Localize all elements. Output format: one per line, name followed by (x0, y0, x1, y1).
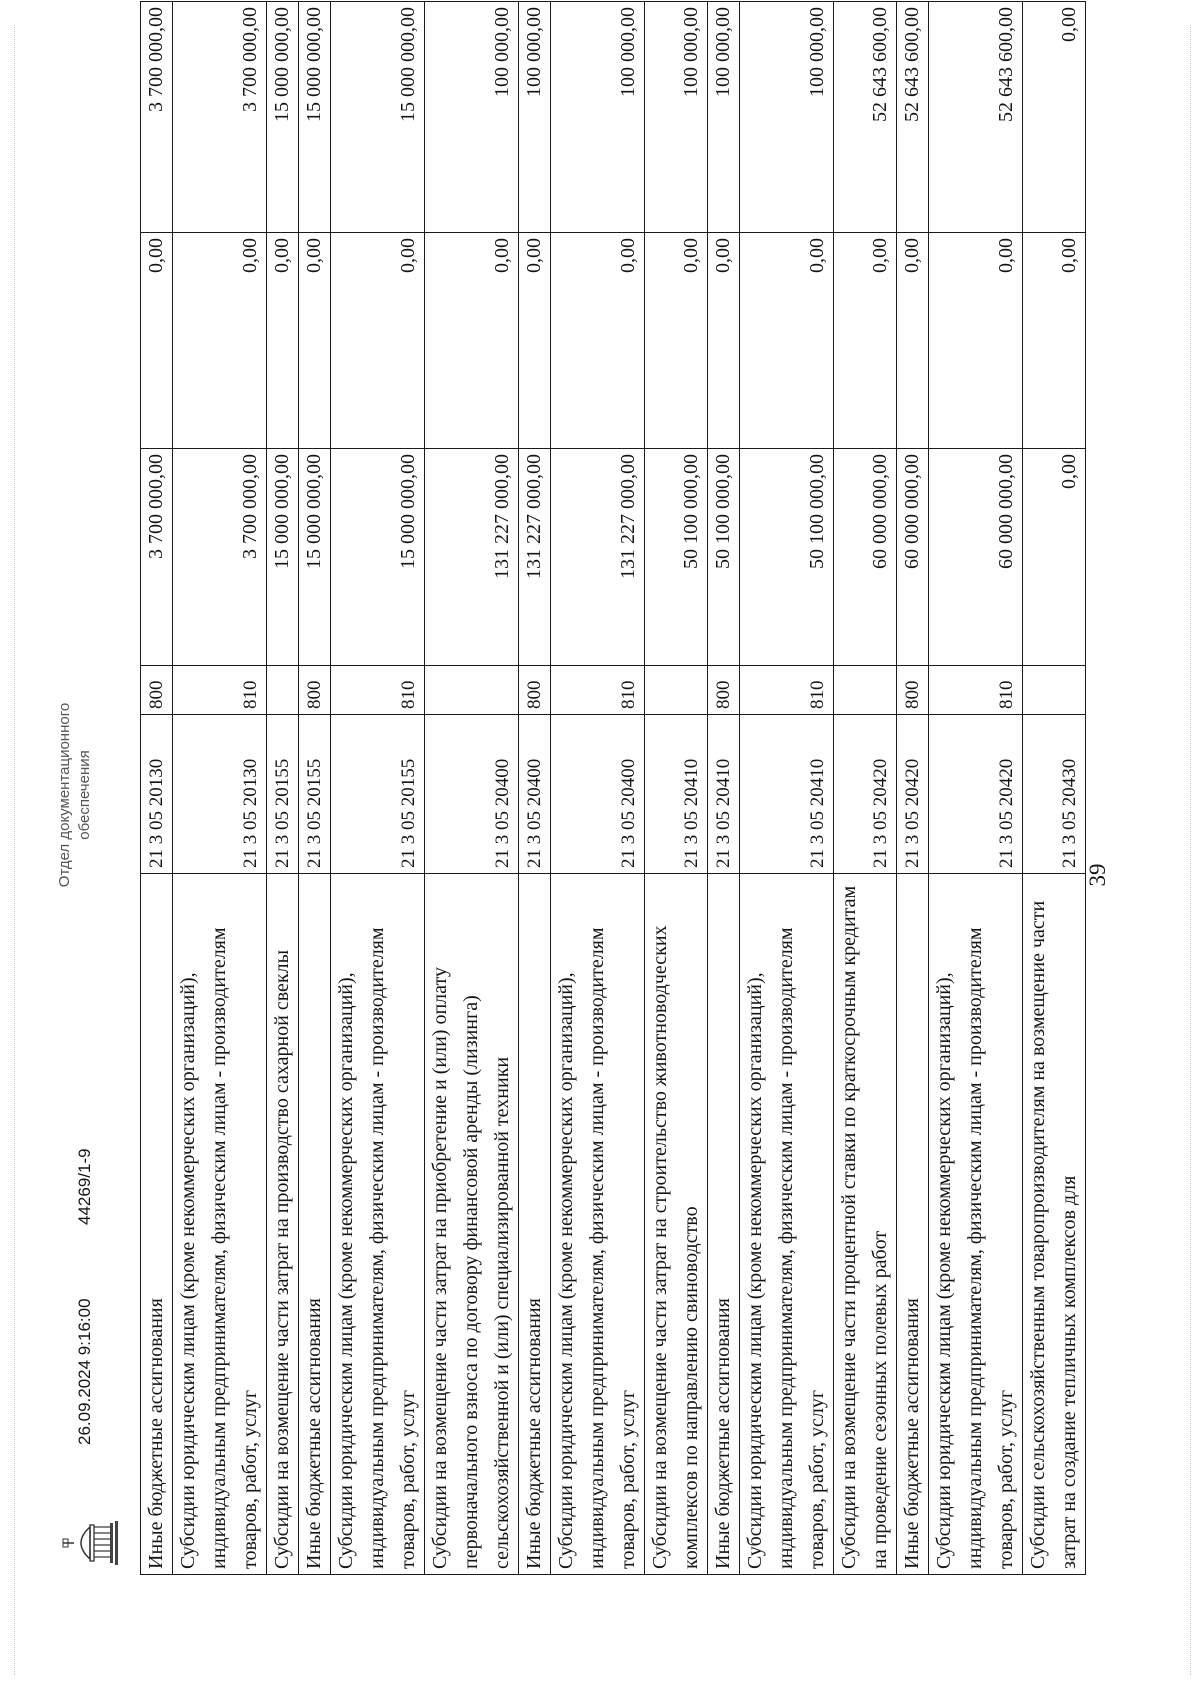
row-type (834, 666, 897, 715)
row-name: Субсидии на возмещение части затрат на строительство животноводческих комплексов по направлению свиноводство (645, 874, 708, 1575)
row-value-1: 60 000 000,00 (897, 449, 929, 666)
row-value-3: 100 000,00 (708, 2, 740, 233)
row-name: Субсидии юридическим лицам (кроме некоммерческих организаций), индивидуальным предпринимателям, физическим лицам - производителям товаров, работ, услуг (929, 874, 1023, 1575)
row-type: 810 (551, 666, 645, 715)
budget-table (140, 1, 1086, 1575)
table-row (897, 2, 929, 1575)
row-type (645, 666, 708, 715)
row-name: Субсидии юридическим лицам (кроме некоммерческих организаций), индивидуальным предпринимателям, физическим лицам - производителям товаров, работ, услуг (551, 874, 645, 1575)
row-code: 21 3 05 20410 (708, 715, 740, 874)
row-type: 810 (740, 666, 834, 715)
row-value-1: 50 100 000,00 (645, 449, 708, 666)
table-row (834, 2, 897, 1575)
scan-edge-bottom (1190, 25, 1191, 1675)
table-row (173, 2, 267, 1575)
row-value-2: 0,00 (425, 233, 519, 449)
row-value-3: 100 000,00 (425, 2, 519, 233)
row-type: 800 (299, 666, 331, 715)
row-value-1: 0,00 (1023, 449, 1086, 666)
table-row (331, 2, 425, 1575)
row-value-2: 0,00 (299, 233, 331, 449)
row-code: 21 3 05 20155 (331, 715, 425, 874)
row-name: Иные бюджетные ассигнования (141, 874, 173, 1575)
row-type: 810 (173, 666, 267, 715)
row-value-3: 52 643 600,00 (929, 2, 1023, 233)
table-row (519, 2, 551, 1575)
row-value-1: 15 000 000,00 (299, 449, 331, 666)
row-code: 21 3 05 20155 (267, 715, 299, 874)
table-row (551, 2, 645, 1575)
footer-datetime: 26.09.2024 9:16:00 (75, 1298, 94, 1445)
row-value-2: 0,00 (173, 233, 267, 449)
row-name: Иные бюджетные ассигнования (708, 874, 740, 1575)
scan-edge-top (14, 25, 15, 1675)
row-value-3: 52 643 600,00 (834, 2, 897, 233)
row-name: Иные бюджетные ассигнования (897, 874, 929, 1575)
page-number: 39 (1085, 863, 1110, 887)
table-row (929, 2, 1023, 1575)
table-row (141, 2, 173, 1575)
row-value-2: 0,00 (551, 233, 645, 449)
row-name: Субсидии сельскохозяйственным товаропроизводителям на возмещение части затрат на создание тепличных комплексов для (1023, 874, 1086, 1575)
row-value-3: 15 000 000,00 (299, 2, 331, 233)
row-value-3: 15 000 000,00 (267, 2, 299, 233)
row-code: 21 3 05 20420 (834, 715, 897, 874)
table-row (1023, 2, 1086, 1575)
table-row (267, 2, 299, 1575)
table-row (708, 2, 740, 1575)
row-value-1: 60 000 000,00 (929, 449, 1023, 666)
row-code: 21 3 05 20400 (519, 715, 551, 874)
row-value-3: 3 700 000,00 (141, 2, 173, 233)
row-code: 21 3 05 20400 (425, 715, 519, 874)
row-code: 21 3 05 20410 (645, 715, 708, 874)
table-row (645, 2, 708, 1575)
row-name: Субсидии на возмещение части процентной ставки по краткосрочным кредитам на проведение сезонных полевых работ (834, 874, 897, 1575)
footer-department (55, 630, 95, 960)
footer-department-line1: Отдел документационного (56, 702, 73, 888)
row-value-2: 0,00 (645, 233, 708, 449)
row-type: 800 (897, 666, 929, 715)
row-value-2: 0,00 (141, 233, 173, 449)
row-value-3: 100 000,00 (740, 2, 834, 233)
footer-doc-number: 44269/1-9 (75, 1148, 94, 1225)
row-type: 810 (929, 666, 1023, 715)
row-name: Иные бюджетные ассигнования (519, 874, 551, 1575)
row-value-1: 3 700 000,00 (173, 449, 267, 666)
duma-logo-icon (60, 1473, 122, 1565)
row-type (267, 666, 299, 715)
footer-department-line2: обеспечения (76, 750, 93, 840)
row-type (1023, 666, 1086, 715)
budget-table-body (141, 2, 1086, 1575)
row-code: 21 3 05 20130 (141, 715, 173, 874)
row-name: Субсидии юридическим лицам (кроме некоммерческих организаций), индивидуальным предпринимателям, физическим лицам - производителям товаров, работ, услуг (331, 874, 425, 1575)
row-name: Иные бюджетные ассигнования (299, 874, 331, 1575)
row-value-3: 100 000,00 (519, 2, 551, 233)
row-value-2: 0,00 (519, 233, 551, 449)
row-name: Субсидии юридическим лицам (кроме некоммерческих организаций), индивидуальным предпринимателям, физическим лицам - производителям товаров, работ, услуг (740, 874, 834, 1575)
row-value-1: 15 000 000,00 (331, 449, 425, 666)
row-value-3: 3 700 000,00 (173, 2, 267, 233)
row-code: 21 3 05 20155 (299, 715, 331, 874)
row-value-3: 100 000,00 (645, 2, 708, 233)
row-value-3: 15 000 000,00 (331, 2, 425, 233)
row-value-2: 0,00 (708, 233, 740, 449)
row-value-2: 0,00 (897, 233, 929, 449)
row-value-2: 0,00 (834, 233, 897, 449)
row-code: 21 3 05 20420 (929, 715, 1023, 874)
row-code: 21 3 05 20400 (551, 715, 645, 874)
table-row (299, 2, 331, 1575)
row-value-1: 131 227 000,00 (551, 449, 645, 666)
row-type: 800 (519, 666, 551, 715)
row-value-2: 0,00 (331, 233, 425, 449)
row-code: 21 3 05 20430 (1023, 715, 1086, 874)
row-value-1: 3 700 000,00 (141, 449, 173, 666)
row-value-1: 131 227 000,00 (425, 449, 519, 666)
row-name: Субсидии на возмещение части затрат на производство сахарной свеклы (267, 874, 299, 1575)
row-value-3: 100 000,00 (551, 2, 645, 233)
row-value-1: 50 100 000,00 (740, 449, 834, 666)
row-type: 800 (141, 666, 173, 715)
row-code: 21 3 05 20410 (740, 715, 834, 874)
row-code: 21 3 05 20130 (173, 715, 267, 874)
row-value-1: 15 000 000,00 (267, 449, 299, 666)
row-value-2: 0,00 (1023, 233, 1086, 449)
row-type: 800 (708, 666, 740, 715)
table-row (425, 2, 519, 1575)
row-value-2: 0,00 (267, 233, 299, 449)
row-value-1: 50 100 000,00 (708, 449, 740, 666)
row-value-1: 131 227 000,00 (519, 449, 551, 666)
row-type (425, 666, 519, 715)
row-type: 810 (331, 666, 425, 715)
row-name: Субсидии юридическим лицам (кроме некоммерческих организаций), индивидуальным предпринимателям, физическим лицам - производителям товаров, работ, услуг (173, 874, 267, 1575)
table-row (740, 2, 834, 1575)
row-value-3: 52 643 600,00 (897, 2, 929, 233)
row-value-3: 0,00 (1023, 2, 1086, 233)
row-value-2: 0,00 (740, 233, 834, 449)
row-code: 21 3 05 20420 (897, 715, 929, 874)
row-value-2: 0,00 (929, 233, 1023, 449)
row-value-1: 60 000 000,00 (834, 449, 897, 666)
row-name: Субсидии на возмещение части затрат на приобретение и (или) оплату первоначального взноса по договору финансовой аренды (лизинга) сельскохозяйственной и (или) специализированной техники (425, 874, 519, 1575)
